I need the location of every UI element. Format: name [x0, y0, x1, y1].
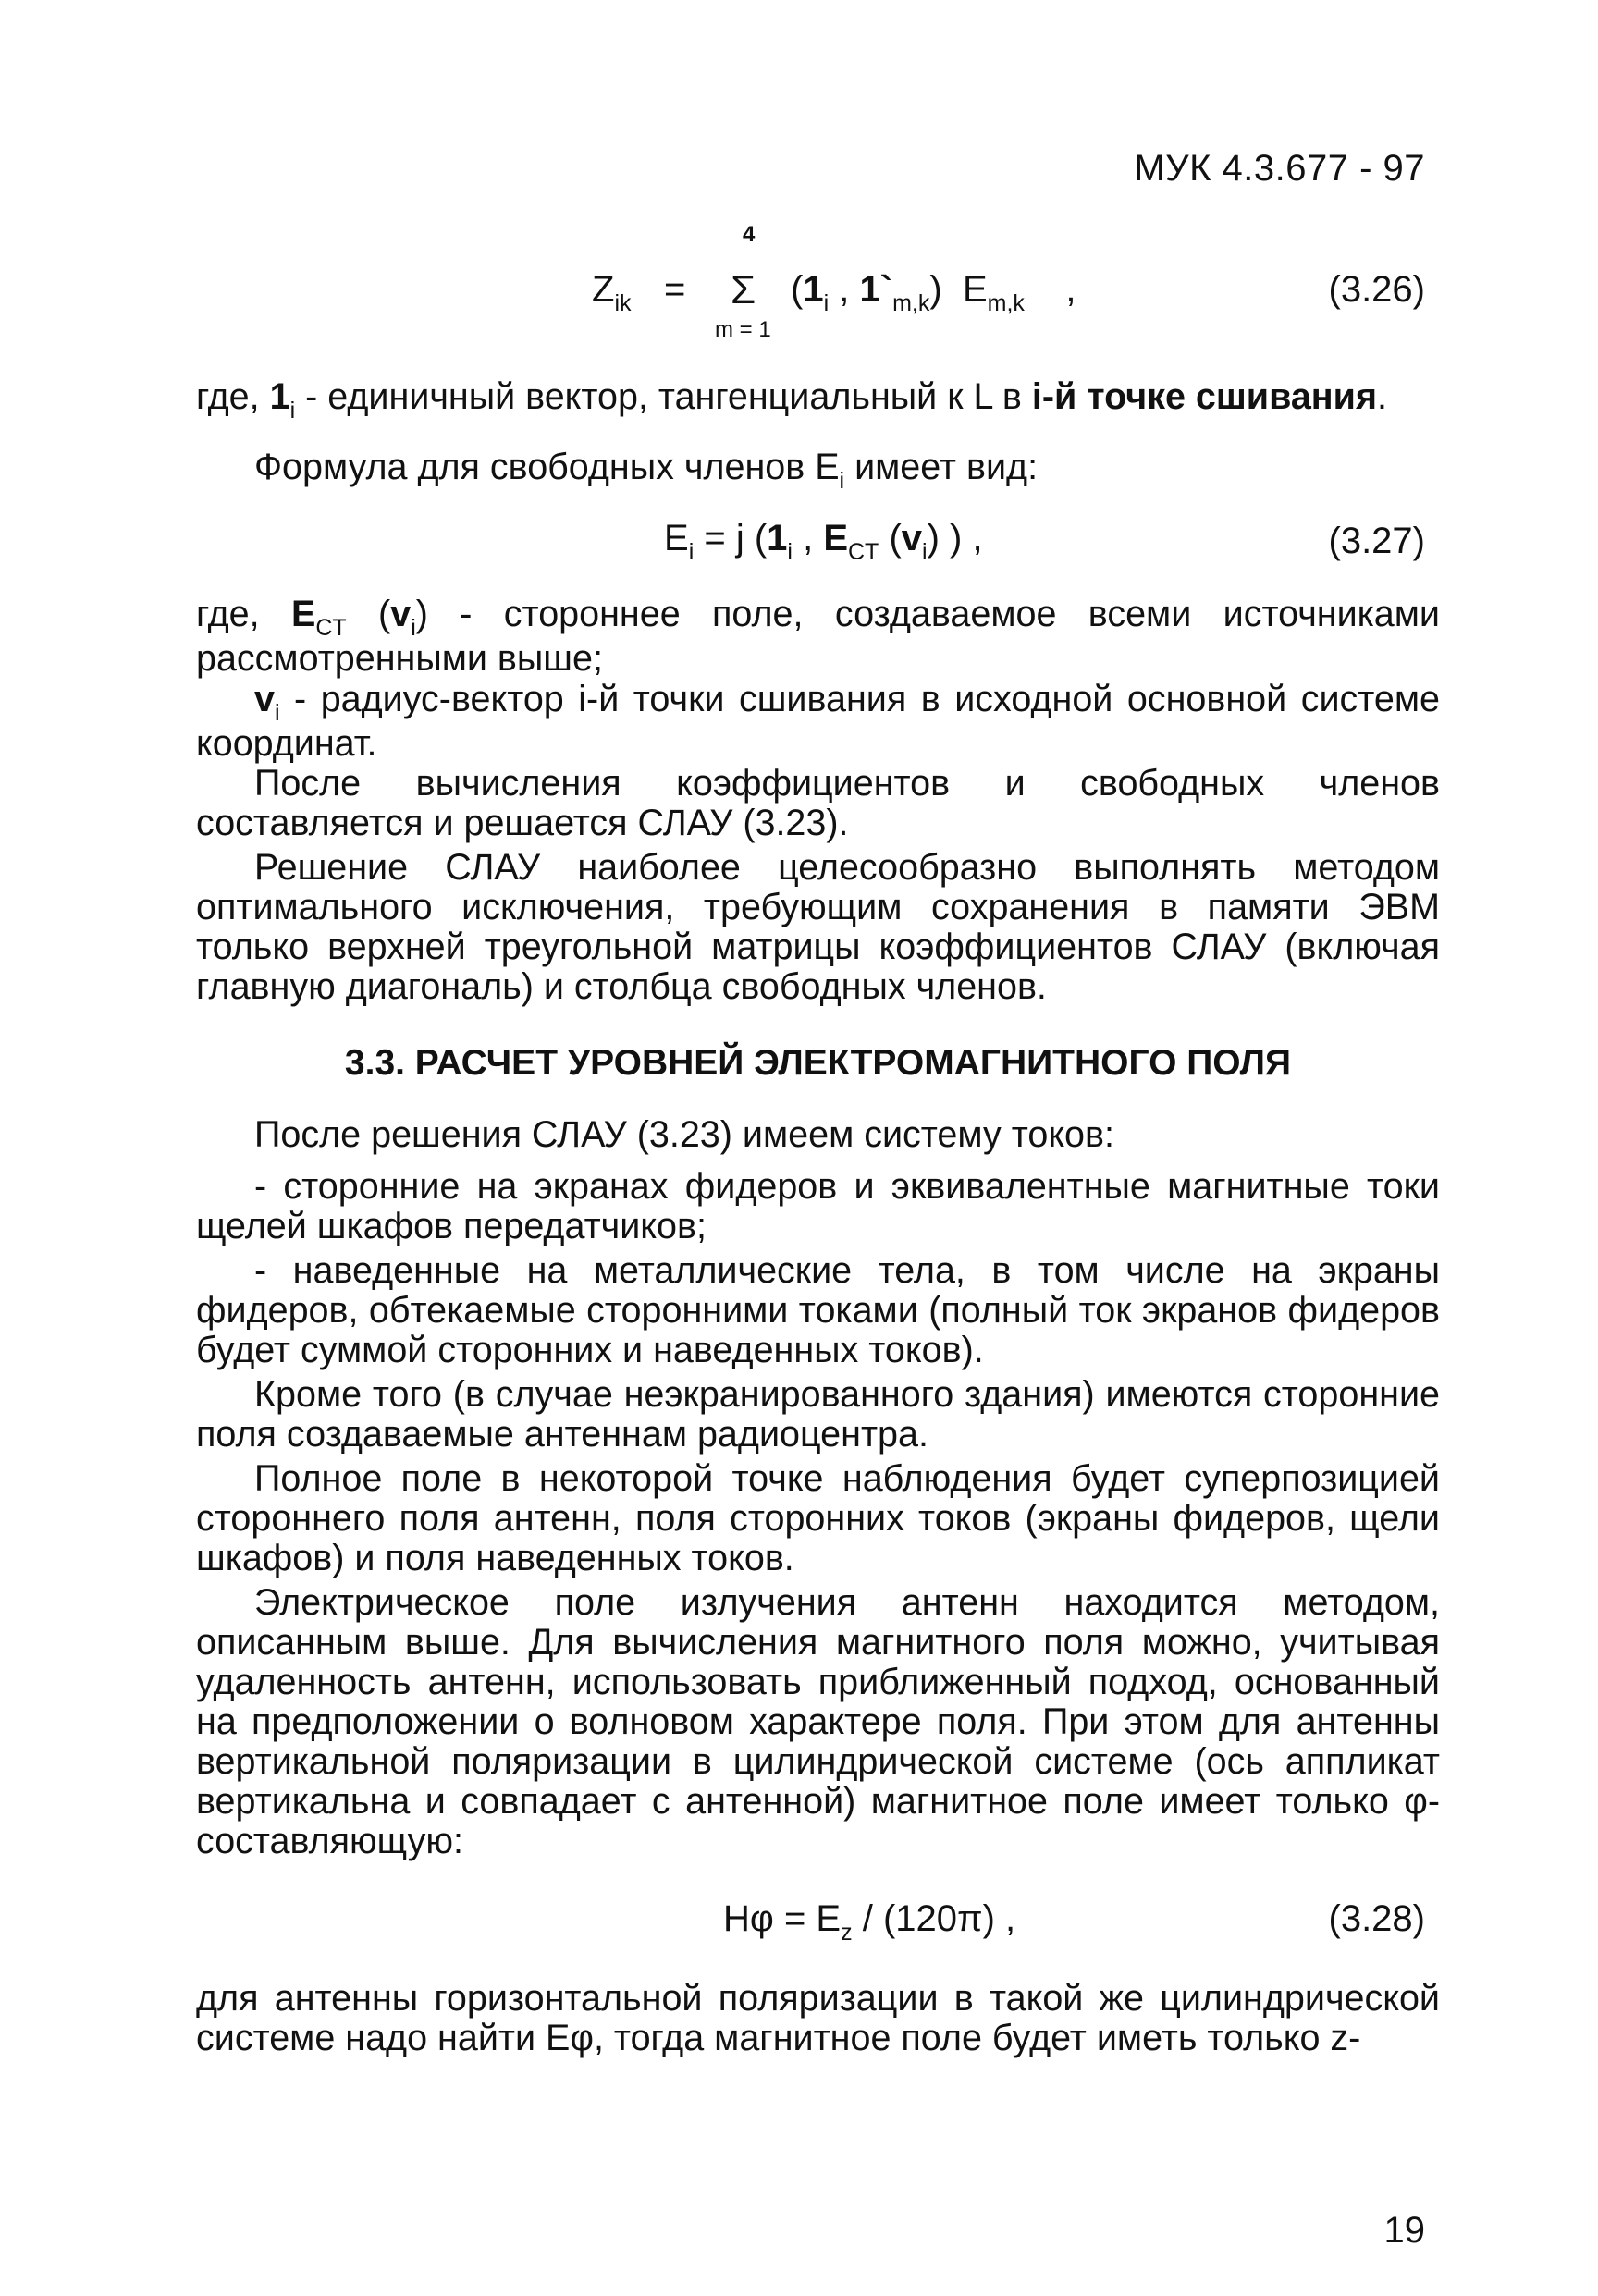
lhs-subscript: ik	[614, 290, 632, 316]
list-item-external-currents: - сторонние на экранах фидеров и эквивалентные магнитные токи щелей шкафов передатчиков;	[196, 1166, 1440, 1246]
list-item-induced-currents: - наведенные на металлические тела, в том числе на экраны фидеров, обтекаемые сторонними токами (полный ток экранов фидеров будет суммой сторонних и наведенных токов).	[196, 1250, 1440, 1370]
document-code: МУК 4.3.677 - 97	[1134, 148, 1425, 189]
text: - радиус-вектор i-й точки сшивания в исходной основной системе координат.	[196, 679, 1440, 764]
bold-vector: 1	[269, 376, 290, 417]
equation-number-3-28: (3.28)	[1328, 1898, 1425, 1939]
comma: ,	[839, 269, 850, 310]
subscript: i	[411, 615, 416, 641]
unit-vector-mk-subscript: m,k	[892, 290, 930, 316]
field-symbol: E	[962, 269, 988, 310]
subscript: CT	[315, 615, 347, 641]
field-symbol: E	[291, 594, 316, 634]
paragraph-slau-solve: После вычисления коэффициентов и свободных членов составляется и решается СЛАУ (3.23).	[196, 763, 1440, 843]
paragraph-total-field: Полное поле в некоторой точке наблюдения будет суперпозицией стороннего поля антенн, поля сторонних токов (экраны фидеров, щели шкафов) и поля наведенных токов.	[196, 1458, 1440, 1578]
text: имеет вид:	[844, 447, 1039, 487]
equals-sign: =	[664, 269, 686, 310]
paragraph-electric-field: Электрическое поле излучения антенн находится методом, описанным выше. Для вычисления магнитного поля можно, учитывая удаленность антенн, использовать приближенный подход, основанный на предположении о волновом характере поля. При этом для антенны вертикальной поляризации в цилиндрической системе (ось аппликат вертикальна и совпадает с антенной) магнитное поле имеет только φ-составляющую:	[196, 1582, 1440, 1861]
paragraph-radius-vector	[196, 680, 1440, 764]
open-paren: (	[791, 269, 804, 310]
paragraph-unit-vector	[196, 377, 1440, 422]
field-subscript: z	[841, 1920, 853, 1946]
equation-lhs	[592, 269, 632, 316]
unit-vector: 1	[767, 518, 788, 559]
sum-upper-limit: 4	[743, 222, 756, 247]
equation-body	[791, 269, 1076, 316]
paragraph-unshielded: Кроме того (в случае неэкранированного здания) имеются сторонние поля создаваемые антеннам радиоцентра.	[196, 1374, 1440, 1455]
lhs-symbol: E	[664, 518, 689, 559]
equation-middle: = j (	[694, 518, 768, 559]
equation-3-27	[664, 518, 983, 565]
section-heading: 3.3. РАСЧЕТ УРОВНЕЙ ЭЛЕКТРОМАГНИТНОГО ПОЛЯ	[344, 1043, 1292, 1083]
equation-3-28	[723, 1898, 1016, 1946]
field-symbol: E	[823, 518, 848, 559]
text: где,	[196, 376, 270, 417]
field-subscript: m,k	[987, 290, 1025, 316]
paragraph-optimal-elimination: Решение СЛАУ наиболее целесообразно выполнять методом оптимального исключения, требующим сохранения в памяти ЭВМ только верхней треугольной матрицы коэффициентов СЛАУ (включая главную диагональ) и столбца свободных членов.	[196, 847, 1440, 1007]
bold-text: i-й точке сшивания	[1031, 376, 1377, 417]
equation-3-26	[592, 222, 1239, 351]
lhs-subscript: i	[688, 539, 695, 565]
unit-vector-mk: 1`	[859, 269, 893, 310]
trailing-comma: ,	[1065, 269, 1076, 310]
subscript: i	[839, 468, 845, 494]
text: где,	[196, 594, 291, 634]
radius-vector: v	[390, 594, 412, 634]
paragraph-horizontal-polarization: для антенны горизонтальной поляризации в такой же цилиндрической системе надо найти Eφ, тогда магнитное поле будет иметь только z-	[196, 1978, 1440, 2058]
paragraph-external-field	[196, 595, 1440, 679]
radius-vector-subscript: i	[922, 539, 928, 565]
rhs: / (120π) ,	[852, 1898, 1016, 1939]
text: (	[346, 594, 391, 634]
unit-vector-i: 1	[803, 269, 824, 310]
close-paren: )	[929, 269, 942, 310]
radius-vector: v	[901, 518, 923, 559]
trailing: ) ) ,	[927, 518, 983, 559]
text: Формула для свободных членов E	[254, 447, 840, 487]
unit-vector-subscript: i	[787, 539, 793, 565]
paragraph-currents-intro: После решения СЛАУ (3.23) имеем систему токов:	[254, 1114, 1114, 1155]
equation-number-3-27: (3.27)	[1328, 521, 1425, 561]
comma: ,	[792, 518, 824, 559]
subscript: i	[289, 398, 296, 424]
equation-number-3-26: (3.26)	[1328, 269, 1425, 310]
text: .	[1377, 376, 1387, 417]
open-paren: (	[879, 518, 902, 559]
paragraph-free-terms	[196, 448, 1440, 492]
field-subscript: CT	[848, 539, 879, 565]
unit-vector-i-subscript: i	[823, 290, 830, 316]
field-symbol: E	[816, 1898, 842, 1939]
text: - единичный вектор, тангенциальный к L в	[295, 376, 1032, 417]
text: ) - стороннее поле, создаваемое всеми источниками рассмотренными выше;	[196, 594, 1440, 679]
lhs-symbol: Z	[592, 269, 615, 310]
sum-lower-limit: m = 1	[715, 317, 771, 342]
subscript: i	[274, 700, 280, 726]
sum-symbol: Σ	[731, 267, 756, 313]
lhs: Hφ =	[723, 1898, 817, 1939]
page-number: 19	[1383, 2210, 1425, 2251]
radius-vector: v	[254, 679, 275, 719]
